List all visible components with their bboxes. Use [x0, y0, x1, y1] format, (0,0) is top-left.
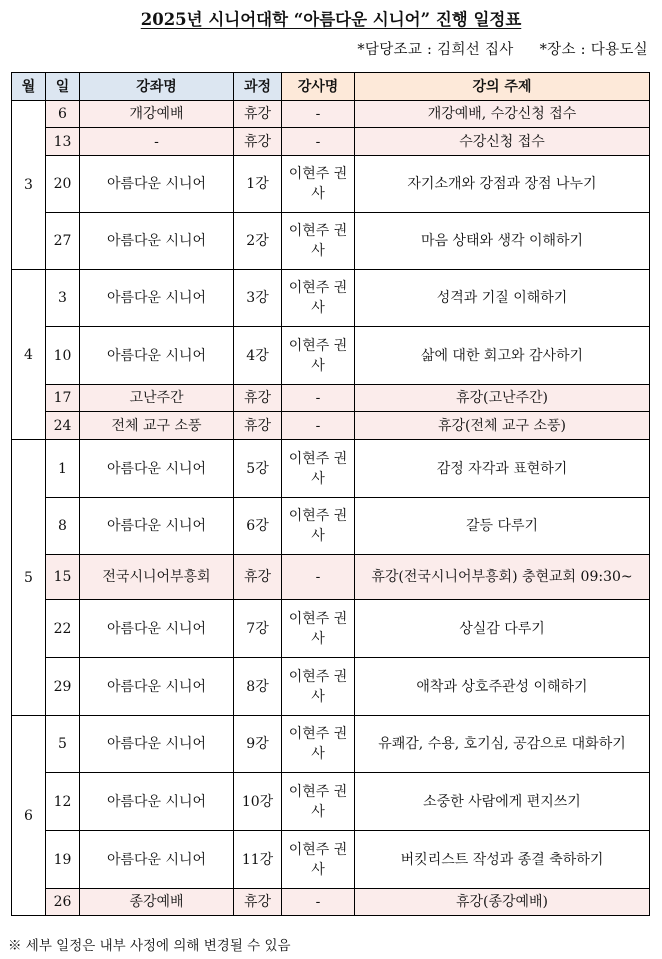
table-row [12, 156, 650, 213]
schedule-info [357, 38, 648, 59]
day-cell: 24 [46, 412, 80, 440]
teacher-cell: - [282, 128, 355, 156]
session-cell: 휴강 [234, 555, 282, 600]
day-cell: 10 [46, 327, 80, 385]
table-row [12, 555, 650, 600]
teacher-cell: 이현주 권사 [282, 156, 355, 213]
topic-cell: 갈등 다루기 [355, 498, 650, 555]
session-cell: 3강 [234, 270, 282, 327]
session-cell: 1강 [234, 156, 282, 213]
session-cell: 2강 [234, 213, 282, 270]
table-row [12, 889, 650, 916]
topic-cell: 성격과 기질 이해하기 [355, 270, 650, 327]
teacher-cell: - [282, 385, 355, 412]
session-cell: 휴강 [234, 128, 282, 156]
day-cell: 15 [46, 555, 80, 600]
teacher-cell: 이현주 권사 [282, 270, 355, 327]
header-month: 월 [12, 73, 46, 101]
topic-cell: 휴강(종강예배) [355, 889, 650, 916]
session-cell: 5강 [234, 440, 282, 498]
topic-cell: 소중한 사람에게 편지쓰기 [355, 773, 650, 831]
table-row [12, 831, 650, 889]
session-cell: 9강 [234, 716, 282, 773]
table-row [12, 385, 650, 412]
topic-cell: 삶에 대한 회고와 감사하기 [355, 327, 650, 385]
teacher-cell: 이현주 권사 [282, 773, 355, 831]
topic-cell: 유쾌감, 수용, 호기심, 공감으로 대화하기 [355, 716, 650, 773]
teacher-cell: - [282, 101, 355, 128]
teacher-cell: - [282, 889, 355, 916]
topic-cell: 개강예배, 수강신청 접수 [355, 101, 650, 128]
course-cell: - [80, 128, 234, 156]
session-cell: 7강 [234, 600, 282, 658]
day-cell: 5 [46, 716, 80, 773]
course-cell: 아름다운 시니어 [80, 658, 234, 716]
session-cell: 휴강 [234, 889, 282, 916]
session-cell: 휴강 [234, 101, 282, 128]
session-cell: 8강 [234, 658, 282, 716]
topic-cell: 수강신청 접수 [355, 128, 650, 156]
topic-cell: 마음 상태와 생각 이해하기 [355, 213, 650, 270]
topic-cell: 자기소개와 강점과 장점 나누기 [355, 156, 650, 213]
month-cell: 4 [12, 270, 46, 440]
teacher-cell: - [282, 555, 355, 600]
table-row [12, 658, 650, 716]
schedule-table [11, 72, 650, 916]
day-cell: 12 [46, 773, 80, 831]
course-cell: 아름다운 시니어 [80, 270, 234, 327]
teacher-cell: - [282, 412, 355, 440]
month-cell: 5 [12, 440, 46, 716]
day-cell: 1 [46, 440, 80, 498]
teacher-cell: 이현주 권사 [282, 440, 355, 498]
page-title: 2025년 시니어대학 “아름다운 시니어” 진행 일정표 [140, 10, 522, 29]
day-cell: 3 [46, 270, 80, 327]
table-row [12, 498, 650, 555]
header-topic: 강의 주제 [355, 73, 650, 101]
topic-cell: 버킷리스트 작성과 종결 축하하기 [355, 831, 650, 889]
day-cell: 13 [46, 128, 80, 156]
topic-cell: 휴강(전체 교구 소풍) [355, 412, 650, 440]
day-cell: 27 [46, 213, 80, 270]
table-row [12, 773, 650, 831]
course-cell: 아름다운 시니어 [80, 213, 234, 270]
session-cell: 10강 [234, 773, 282, 831]
table-row [12, 327, 650, 385]
course-cell: 개강예배 [80, 101, 234, 128]
session-cell: 6강 [234, 498, 282, 555]
course-cell: 아름다운 시니어 [80, 327, 234, 385]
table-row [12, 101, 650, 128]
session-cell: 11강 [234, 831, 282, 889]
day-cell: 19 [46, 831, 80, 889]
topic-cell: 상실감 다루기 [355, 600, 650, 658]
month-cell: 3 [12, 101, 46, 270]
place-info: *장소 : 다용도실 [539, 42, 648, 58]
course-cell: 아름다운 시니어 [80, 831, 234, 889]
month-cell: 6 [12, 716, 46, 916]
course-cell: 전체 교구 소풍 [80, 412, 234, 440]
session-cell: 휴강 [234, 385, 282, 412]
course-cell: 종강예배 [80, 889, 234, 916]
day-cell: 17 [46, 385, 80, 412]
teacher-cell: 이현주 권사 [282, 658, 355, 716]
teacher-cell: 이현주 권사 [282, 213, 355, 270]
table-row [12, 128, 650, 156]
teacher-cell: 이현주 권사 [282, 327, 355, 385]
course-cell: 아름다운 시니어 [80, 498, 234, 555]
header-teacher: 강사명 [282, 73, 355, 101]
table-row [12, 412, 650, 440]
teacher-cell: 이현주 권사 [282, 600, 355, 658]
teacher-cell: 이현주 권사 [282, 716, 355, 773]
course-cell: 전국시니어부흥회 [80, 555, 234, 600]
header-day: 일 [46, 73, 80, 101]
day-cell: 6 [46, 101, 80, 128]
footnote: ※ 세부 일정은 내부 사정에 의해 변경될 수 있음 [8, 938, 291, 954]
assistant-info: *담당조교 : 김희선 집사 [357, 42, 514, 58]
topic-cell: 휴강(전국시니어부흥회) 충현교회 09:30~ [355, 555, 650, 600]
day-cell: 20 [46, 156, 80, 213]
topic-cell: 감정 자각과 표현하기 [355, 440, 650, 498]
header-session: 과정 [234, 73, 282, 101]
course-cell: 아름다운 시니어 [80, 440, 234, 498]
day-cell: 8 [46, 498, 80, 555]
course-cell: 아름다운 시니어 [80, 773, 234, 831]
table-header-row [12, 73, 650, 101]
course-cell: 아름다운 시니어 [80, 600, 234, 658]
teacher-cell: 이현주 권사 [282, 498, 355, 555]
topic-cell: 애착과 상호주관성 이해하기 [355, 658, 650, 716]
course-cell: 아름다운 시니어 [80, 156, 234, 213]
table-row [12, 213, 650, 270]
table-row [12, 600, 650, 658]
course-cell: 고난주간 [80, 385, 234, 412]
session-cell: 4강 [234, 327, 282, 385]
table-row [12, 716, 650, 773]
header-course: 강좌명 [80, 73, 234, 101]
topic-cell: 휴강(고난주간) [355, 385, 650, 412]
session-cell: 휴강 [234, 412, 282, 440]
day-cell: 22 [46, 600, 80, 658]
table-row [12, 270, 650, 327]
table-row [12, 440, 650, 498]
day-cell: 29 [46, 658, 80, 716]
course-cell: 아름다운 시니어 [80, 716, 234, 773]
day-cell: 26 [46, 889, 80, 916]
teacher-cell: 이현주 권사 [282, 831, 355, 889]
